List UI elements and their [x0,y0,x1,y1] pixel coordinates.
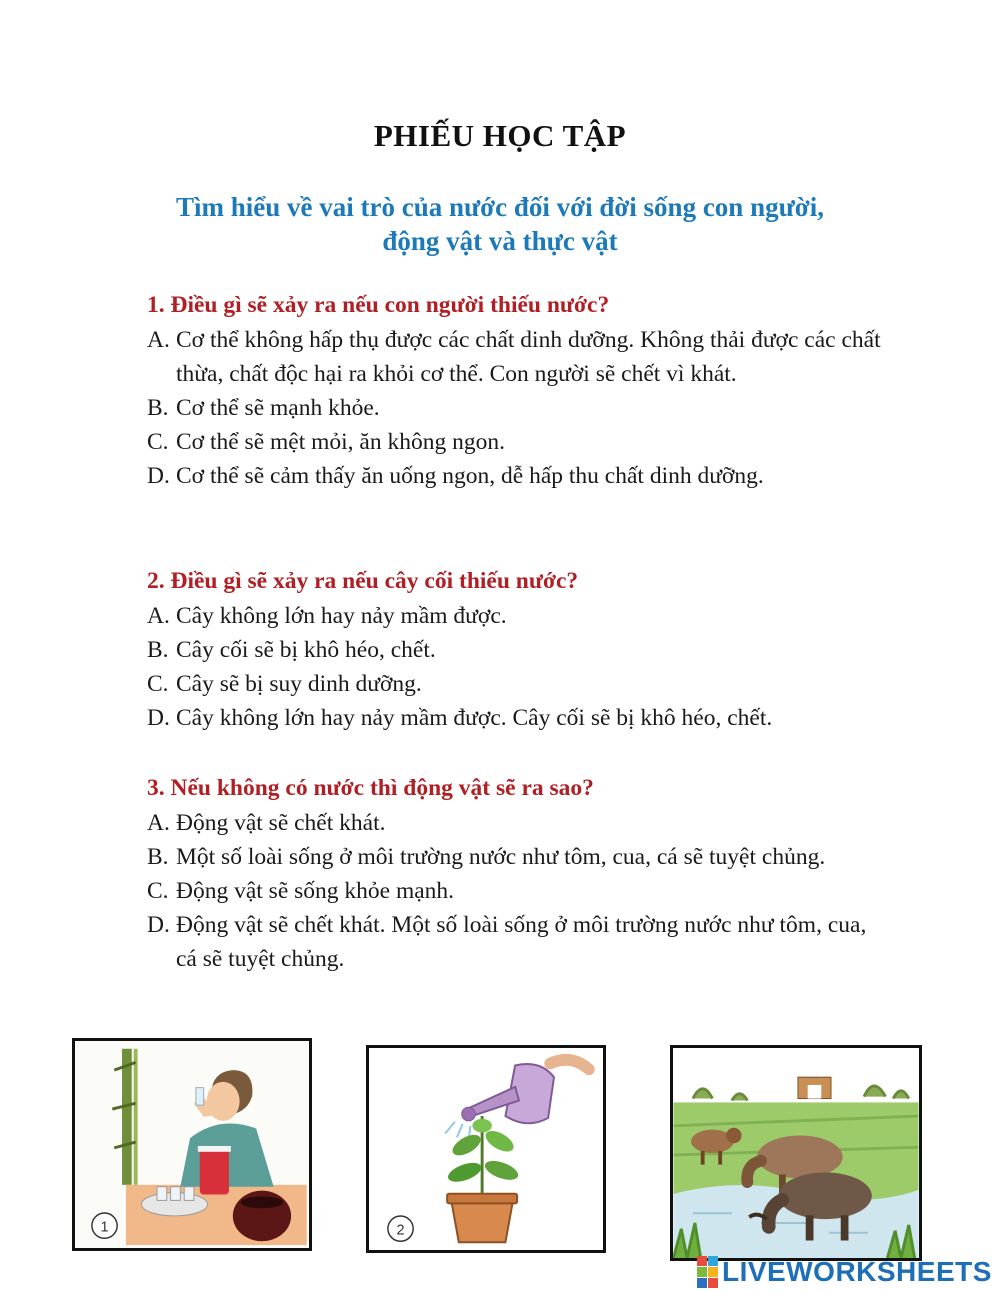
picture-1-label: 1 [100,1219,109,1236]
option-letter: B. [147,395,169,421]
buffalo-drinking-icon [673,1048,919,1258]
option-letter: C. [147,429,169,455]
question-2 [147,564,887,735]
picture-2-label: 2 [396,1222,405,1239]
question-3 [147,771,887,976]
question-2-option-a[interactable] [147,599,887,633]
option-text: Động vật sẽ chết khát. [176,810,386,836]
question-1 [147,288,887,493]
question-3-option-a[interactable] [147,806,887,840]
picture-watering-plant [366,1045,606,1253]
option-letter: A. [147,327,170,353]
option-text: Cơ thể sẽ cảm thấy ăn uống ngon, dễ hấp thu chất dinh dưỡng. [176,463,764,489]
question-2-option-b[interactable] [147,633,887,667]
picture-buffalo-drinking [670,1045,922,1261]
option-text: Cơ thể sẽ mạnh khỏe. [176,395,380,421]
option-text: Động vật sẽ sống khỏe mạnh. [176,878,455,904]
question-1-option-b[interactable] [147,391,887,425]
picture-person-drinking [72,1038,312,1251]
question-3-option-d[interactable] [147,908,887,976]
liveworksheets-logo-icon [697,1256,718,1288]
option-letter: A. [147,810,170,836]
option-text: Động vật sẽ chết khát. Một số loài sống ở môi trường nước như tôm, cua, cá sẽ tuyệt chủng. [176,912,867,972]
option-text: Cây không lớn hay nảy mầm được. Cây cối sẽ bị khô héo, chết. [176,705,773,731]
person-drinking-icon [75,1041,309,1248]
page-title: PHIẾU HỌC TẬP [373,118,627,153]
question-1-option-d[interactable] [147,459,887,493]
liveworksheets-brand [697,1256,992,1288]
option-text: Cơ thể không hấp thụ được các chất dinh dưỡng. Không thải được các chất thừa, chất độc hại ra khỏi cơ thể. Con người sẽ chết vì khát. [176,327,881,387]
option-letter: D. [147,705,170,731]
watering-plant-icon [369,1048,603,1250]
option-text: Một số loài sống ở môi trường nước như tôm, cua, cá sẽ tuyệt chủng. [176,844,826,870]
question-2-option-d[interactable] [147,701,887,735]
option-letter: D. [147,463,170,489]
subtitle-line-2: động vật và thực vật [382,226,618,256]
option-letter: B. [147,637,169,663]
option-letter: C. [147,878,169,904]
question-1-option-c[interactable] [147,425,887,459]
option-text: Cây không lớn hay nảy mầm được. [176,603,507,629]
question-3-option-b[interactable] [147,840,887,874]
option-text: Cơ thể sẽ mệt mỏi, ăn không ngon. [176,429,505,455]
page-subtitle [100,190,900,258]
question-3-option-c[interactable] [147,874,887,908]
option-letter: D. [147,912,170,938]
question-1-title: 1. Điều gì sẽ xảy ra nếu con người thiếu nước? [147,292,610,318]
option-text: Cây sẽ bị suy dinh dưỡng. [176,671,422,697]
question-2-title: 2. Điều gì sẽ xảy ra nếu cây cối thiếu nước? [147,568,579,594]
option-letter: B. [147,844,169,870]
option-text: Cây cối sẽ bị khô héo, chết. [176,637,436,663]
option-letter: C. [147,671,169,697]
question-1-option-a[interactable] [147,323,887,391]
subtitle-line-1: Tìm hiểu về vai trò của nước đối với đời sống con người, [175,192,824,222]
liveworksheets-wordmark: LIVEWORKSHEETS [722,1256,992,1287]
question-3-title: 3. Nếu không có nước thì động vật sẽ ra sao? [147,775,594,801]
option-letter: A. [147,603,170,629]
question-2-option-c[interactable] [147,667,887,701]
